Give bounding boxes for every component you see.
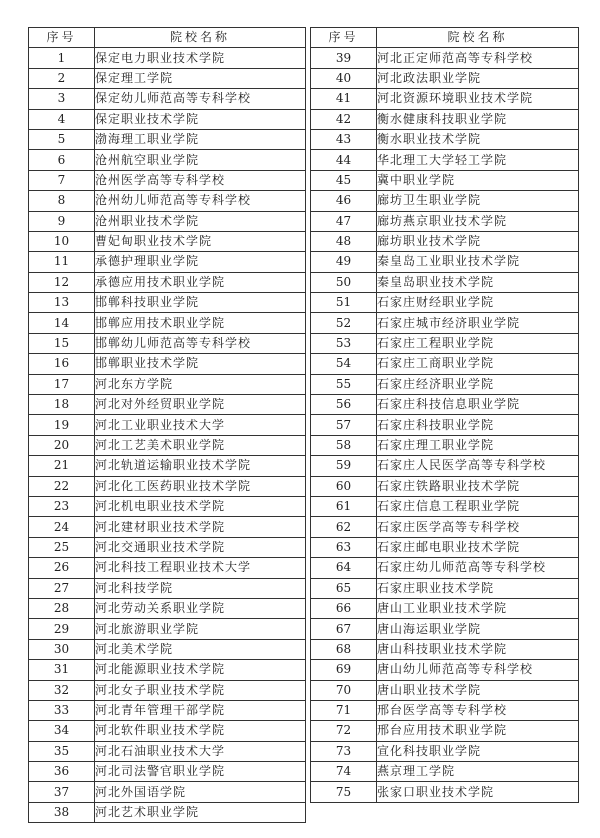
table-row <box>311 741 579 761</box>
row-index: 50 <box>311 272 377 292</box>
table-row <box>29 680 306 700</box>
school-name: 华北理工大学轻工学院 <box>377 150 579 170</box>
school-name: 宣化科技职业学院 <box>377 741 579 761</box>
school-name: 河北化工医药职业技术学院 <box>95 476 306 496</box>
row-index: 75 <box>311 782 377 802</box>
table-row <box>311 395 579 415</box>
row-index: 71 <box>311 700 377 720</box>
school-name: 河北工业职业技术大学 <box>95 415 306 435</box>
school-name: 河北科技工程职业技术大学 <box>95 558 306 578</box>
row-index: 73 <box>311 741 377 761</box>
row-index: 26 <box>29 558 95 578</box>
row-index: 59 <box>311 456 377 476</box>
row-index: 22 <box>29 476 95 496</box>
row-index: 36 <box>29 762 95 782</box>
school-name: 保定幼儿师范高等专科学校 <box>95 89 306 109</box>
row-index: 14 <box>29 313 95 333</box>
table-row <box>29 333 306 353</box>
row-index: 46 <box>311 191 377 211</box>
table-row <box>29 476 306 496</box>
school-name: 河北正定师范高等专科学校 <box>377 48 579 68</box>
school-name-header: 院校名称 <box>377 28 579 48</box>
row-index: 18 <box>29 395 95 415</box>
index-header: 序号 <box>29 28 95 48</box>
row-index: 5 <box>29 129 95 149</box>
school-name: 河北女子职业技术学院 <box>95 680 306 700</box>
row-index: 9 <box>29 211 95 231</box>
table-row <box>311 68 579 88</box>
row-index: 48 <box>311 231 377 251</box>
table-row <box>29 721 306 741</box>
school-name: 河北对外经贸职业学院 <box>95 395 306 415</box>
row-index: 61 <box>311 496 377 516</box>
header-row <box>29 28 306 48</box>
table-row <box>29 354 306 374</box>
table-row <box>29 598 306 618</box>
table-row <box>311 231 579 251</box>
school-name: 河北工艺美术职业学院 <box>95 435 306 455</box>
school-name: 衡水职业技术学院 <box>377 129 579 149</box>
school-name-header: 院校名称 <box>95 28 306 48</box>
row-index: 70 <box>311 680 377 700</box>
table-row <box>29 68 306 88</box>
row-index: 37 <box>29 782 95 802</box>
table-row <box>29 395 306 415</box>
row-index: 12 <box>29 272 95 292</box>
table-row <box>29 496 306 516</box>
row-index: 10 <box>29 231 95 251</box>
table-row <box>311 313 579 333</box>
school-name: 河北轨道运输职业技术学院 <box>95 456 306 476</box>
table-row <box>29 639 306 659</box>
school-name: 石家庄医学高等专科学校 <box>377 517 579 537</box>
table-row <box>311 333 579 353</box>
row-index: 23 <box>29 496 95 516</box>
school-name: 邯郸幼儿师范高等专科学校 <box>95 333 306 353</box>
table-row <box>29 700 306 720</box>
table-row <box>29 293 306 313</box>
row-index: 13 <box>29 293 95 313</box>
row-index: 56 <box>311 395 377 415</box>
school-name: 唐山职业技术学院 <box>377 680 579 700</box>
school-name: 河北交通职业技术学院 <box>95 537 306 557</box>
school-name: 河北青年管理干部学院 <box>95 700 306 720</box>
row-index: 15 <box>29 333 95 353</box>
table-row <box>29 89 306 109</box>
row-index: 1 <box>29 48 95 68</box>
table-row <box>29 150 306 170</box>
school-name: 河北资源环境职业技术学院 <box>377 89 579 109</box>
row-index: 11 <box>29 252 95 272</box>
table-row <box>29 313 306 333</box>
table-row <box>29 517 306 537</box>
table-row <box>29 435 306 455</box>
table-row <box>311 456 579 476</box>
school-name: 河北能源职业技术学院 <box>95 660 306 680</box>
school-name: 河北艺术职业学院 <box>95 802 306 822</box>
school-name: 石家庄工商职业学院 <box>377 354 579 374</box>
row-index: 68 <box>311 639 377 659</box>
school-name: 渤海理工职业学院 <box>95 129 306 149</box>
row-index: 20 <box>29 435 95 455</box>
row-index: 39 <box>311 48 377 68</box>
row-index: 7 <box>29 170 95 190</box>
table-row <box>29 415 306 435</box>
table-row <box>29 170 306 190</box>
school-name: 河北东方学院 <box>95 374 306 394</box>
row-index: 32 <box>29 680 95 700</box>
school-name: 河北旅游职业学院 <box>95 619 306 639</box>
table-row <box>311 619 579 639</box>
table-row <box>29 782 306 802</box>
table-row <box>311 700 579 720</box>
table-row <box>29 109 306 129</box>
row-index: 72 <box>311 721 377 741</box>
table-row <box>29 129 306 149</box>
school-name: 邯郸职业技术学院 <box>95 354 306 374</box>
table-row <box>311 721 579 741</box>
table-row <box>29 191 306 211</box>
table-row <box>311 48 579 68</box>
school-name: 石家庄铁路职业技术学院 <box>377 476 579 496</box>
school-name: 石家庄幼儿师范高等专科学校 <box>377 558 579 578</box>
school-name: 石家庄财经职业学院 <box>377 293 579 313</box>
row-index: 8 <box>29 191 95 211</box>
school-name: 承德护理职业学院 <box>95 252 306 272</box>
row-index: 52 <box>311 313 377 333</box>
table-row <box>29 660 306 680</box>
table-row <box>311 660 579 680</box>
table-row <box>311 293 579 313</box>
school-name: 曹妃甸职业技术学院 <box>95 231 306 251</box>
table-row <box>29 456 306 476</box>
row-index: 42 <box>311 109 377 129</box>
row-index: 63 <box>311 537 377 557</box>
school-name: 石家庄科技职业学院 <box>377 415 579 435</box>
row-index: 38 <box>29 802 95 822</box>
row-index: 58 <box>311 435 377 455</box>
school-name: 冀中职业学院 <box>377 170 579 190</box>
row-index: 19 <box>29 415 95 435</box>
row-index: 66 <box>311 598 377 618</box>
school-name: 石家庄邮电职业技术学院 <box>377 537 579 557</box>
table-row <box>311 354 579 374</box>
row-index: 27 <box>29 578 95 598</box>
table-row <box>311 680 579 700</box>
row-index: 53 <box>311 333 377 353</box>
table-row <box>29 619 306 639</box>
row-index: 40 <box>311 68 377 88</box>
table-row <box>29 537 306 557</box>
school-name: 沧州航空职业学院 <box>95 150 306 170</box>
school-name: 石家庄信息工程职业学院 <box>377 496 579 516</box>
school-name: 燕京理工学院 <box>377 762 579 782</box>
row-index: 28 <box>29 598 95 618</box>
row-index: 69 <box>311 660 377 680</box>
table-row <box>311 272 579 292</box>
row-index: 55 <box>311 374 377 394</box>
school-name: 保定理工学院 <box>95 68 306 88</box>
header-row <box>311 28 579 48</box>
school-name: 河北软件职业技术学院 <box>95 721 306 741</box>
table-row <box>29 211 306 231</box>
table-row <box>29 272 306 292</box>
table-row <box>29 48 306 68</box>
school-name: 石家庄经济职业学院 <box>377 374 579 394</box>
index-header: 序号 <box>311 28 377 48</box>
left-school-table <box>28 27 306 823</box>
table-row <box>311 782 579 802</box>
row-index: 60 <box>311 476 377 496</box>
school-name: 秦皇岛职业技术学院 <box>377 272 579 292</box>
row-index: 4 <box>29 109 95 129</box>
school-name: 唐山工业职业技术学院 <box>377 598 579 618</box>
row-index: 64 <box>311 558 377 578</box>
table-row <box>311 598 579 618</box>
row-index: 31 <box>29 660 95 680</box>
table-row <box>29 578 306 598</box>
school-name: 河北机电职业技术学院 <box>95 496 306 516</box>
table-row <box>29 802 306 822</box>
row-index: 51 <box>311 293 377 313</box>
school-name: 邯郸科技职业学院 <box>95 293 306 313</box>
school-name: 沧州医学高等专科学校 <box>95 170 306 190</box>
right-school-table <box>310 27 579 803</box>
table-row <box>311 517 579 537</box>
table-row <box>311 537 579 557</box>
row-index: 62 <box>311 517 377 537</box>
school-name: 河北外国语学院 <box>95 782 306 802</box>
school-name: 衡水健康科技职业学院 <box>377 109 579 129</box>
school-name: 保定职业技术学院 <box>95 109 306 129</box>
row-index: 47 <box>311 211 377 231</box>
table-row <box>29 558 306 578</box>
school-name: 邢台应用技术职业学院 <box>377 721 579 741</box>
row-index: 43 <box>311 129 377 149</box>
school-name: 秦皇岛工业职业技术学院 <box>377 252 579 272</box>
row-index: 29 <box>29 619 95 639</box>
table-row <box>29 231 306 251</box>
row-index: 30 <box>29 639 95 659</box>
row-index: 3 <box>29 89 95 109</box>
school-name: 邯郸应用技术职业学院 <box>95 313 306 333</box>
school-name: 河北美术学院 <box>95 639 306 659</box>
school-name: 石家庄职业技术学院 <box>377 578 579 598</box>
school-name: 石家庄人民医学高等专科学校 <box>377 456 579 476</box>
school-name: 廊坊燕京职业技术学院 <box>377 211 579 231</box>
table-row <box>29 374 306 394</box>
row-index: 67 <box>311 619 377 639</box>
right-table-body <box>311 48 579 802</box>
row-index: 41 <box>311 89 377 109</box>
table-row <box>311 435 579 455</box>
row-index: 34 <box>29 721 95 741</box>
table-row <box>311 89 579 109</box>
school-name: 承德应用技术职业学院 <box>95 272 306 292</box>
row-index: 25 <box>29 537 95 557</box>
table-row <box>311 558 579 578</box>
table-row <box>311 129 579 149</box>
table-row <box>311 191 579 211</box>
table-row <box>311 639 579 659</box>
table-row <box>311 211 579 231</box>
table-row <box>29 762 306 782</box>
school-name: 唐山海运职业学院 <box>377 619 579 639</box>
school-name: 保定电力职业技术学院 <box>95 48 306 68</box>
school-name: 沧州职业技术学院 <box>95 211 306 231</box>
table-row <box>311 150 579 170</box>
school-name: 廊坊卫生职业学院 <box>377 191 579 211</box>
table-row <box>311 109 579 129</box>
row-index: 24 <box>29 517 95 537</box>
table-row <box>29 741 306 761</box>
table-row <box>311 476 579 496</box>
table-row <box>311 170 579 190</box>
left-table-body <box>29 48 306 823</box>
table-row <box>311 496 579 516</box>
school-name: 石家庄理工职业学院 <box>377 435 579 455</box>
row-index: 74 <box>311 762 377 782</box>
row-index: 65 <box>311 578 377 598</box>
school-name: 河北石油职业技术大学 <box>95 741 306 761</box>
row-index: 49 <box>311 252 377 272</box>
school-name: 张家口职业技术学院 <box>377 782 579 802</box>
row-index: 35 <box>29 741 95 761</box>
row-index: 44 <box>311 150 377 170</box>
row-index: 2 <box>29 68 95 88</box>
school-name: 唐山科技职业技术学院 <box>377 639 579 659</box>
school-name: 河北政法职业学院 <box>377 68 579 88</box>
row-index: 21 <box>29 456 95 476</box>
school-name: 石家庄工程职业学院 <box>377 333 579 353</box>
row-index: 33 <box>29 700 95 720</box>
school-name: 石家庄科技信息职业学院 <box>377 395 579 415</box>
row-index: 16 <box>29 354 95 374</box>
row-index: 6 <box>29 150 95 170</box>
row-index: 57 <box>311 415 377 435</box>
school-name: 沧州幼儿师范高等专科学校 <box>95 191 306 211</box>
school-name: 河北科技学院 <box>95 578 306 598</box>
table-row <box>311 252 579 272</box>
row-index: 45 <box>311 170 377 190</box>
table-row <box>311 374 579 394</box>
school-name: 唐山幼儿师范高等专科学校 <box>377 660 579 680</box>
school-name: 廊坊职业技术学院 <box>377 231 579 251</box>
school-name: 石家庄城市经济职业学院 <box>377 313 579 333</box>
row-index: 17 <box>29 374 95 394</box>
school-name: 河北劳动关系职业学院 <box>95 598 306 618</box>
row-index: 54 <box>311 354 377 374</box>
school-name: 河北建材职业技术学院 <box>95 517 306 537</box>
school-name: 邢台医学高等专科学校 <box>377 700 579 720</box>
table-row <box>29 252 306 272</box>
school-name: 河北司法警官职业学院 <box>95 762 306 782</box>
table-row <box>311 578 579 598</box>
table-row <box>311 415 579 435</box>
table-row <box>311 762 579 782</box>
